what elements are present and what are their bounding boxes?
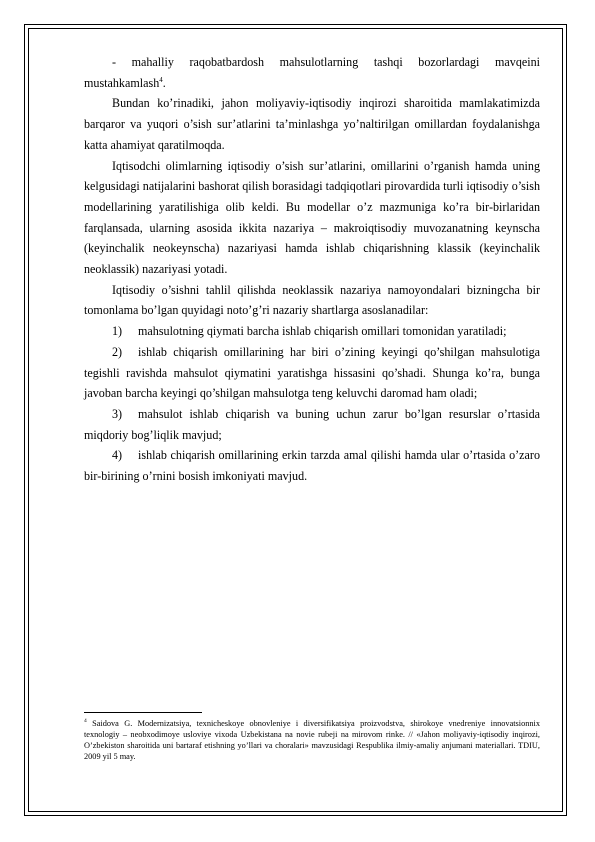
list-item-text: ishlab chiqarish omillarining har biri o’zining keyingi qo’shilgan mahsulotiga tegishli ravishda mahsulot qiymatini yaratishga hissasini qo’shadi. Shunga ko’ra, bunga javoban barcha keyingi qo’shilgan mahsulotga teng keluvchi daromad ham oladi; [84, 344, 540, 401]
list-number: 1) [112, 324, 123, 339]
paragraph-3: Iqtisodchi olimlarning iqtisodiy o’sish sur’atlarini, omillarini o’rganish hamda uning kelgusidagi natijalarini bashorat qilish borasidagi tadqiqotlari pirovardida turli iqtisodiy o’sish modellarining yaratilishiga olib keldi. Bu modellar o’z mazmuniga ko’ra bir-birlaridan farqlansada, ularning asosida ikkita nazariya – makroiqtisodiy muvozanatning keynscha (keyinchalik neokeynscha) nazariyasi hamda ishlab chiqarishning klassik (keyinchalik neoklassik) nazariyasi yotadi. [84, 158, 540, 277]
list-item-text: mahsulot ishlab chiqarish va buning uchun zarur bo’lgan resurslar o’rtasida miqdoriy bog’liqlik mavjud; [84, 406, 540, 442]
paragraph-2: Bundan ko’rinadiki, jahon moliyaviy-iqtisodiy inqirozi sharoitida mamlakatimizda barqaror va yuqori o’sish sur’atlarini ta’minlashga yo’naltirilgan omillardan foydalanishga katta ahamiyat qaratilmoqda. [84, 96, 540, 152]
footnote-mark: 4 [84, 718, 87, 724]
paragraph-1-end: . [162, 75, 166, 90]
paragraph-4: Iqtisodiy o’sishni tahlil qilishda neoklassik nazariya namoyondalari bizningcha bir tomonlama bo’lgan quyidagi noto’g’ri nazariy shartlarga asoslanadilar: [84, 282, 540, 318]
list-item-1 [84, 321, 540, 342]
list-item-text: mahsulotning qiymati barcha ishlab chiqarish omillari tomonidan yaratiladi; [138, 324, 507, 339]
footnote-text: Saidova G. Modernizatsiya, texnicheskoye obnovleniye i diversifikatsiya proizvodstva, shirokoye vnedreniye innovatsionnix texnologiy – neobxodimoye usloviye vixoda Uzbekistana na novie rubeji na mirovom rinke. // «Jahon moliyaviy-iqtisodiy inqirozi, O’zbekiston sharoitida uni bartaraf etishning yo’llari va choralari» mavzusidagi Respublika ilmiy-amaliy anjumani materiallari. TDIU, 2009 yil 5 may. [84, 718, 540, 761]
footnote [84, 716, 540, 762]
list-number: 2) [112, 344, 123, 359]
list-item-text: ishlab chiqarish omillarining erkin tarzda amal qilishi hamda ular o’rtasida o’zaro bir-birining o’rnini bosish imkoniyati mavjud. [84, 448, 540, 484]
list-number: 3) [112, 406, 123, 421]
document-body [84, 52, 540, 487]
paragraph-1 [84, 52, 540, 93]
list-item-4 [84, 445, 540, 486]
list-number: 4) [112, 448, 123, 463]
footnote-separator [84, 712, 202, 713]
footnote-ref: 4 [159, 75, 163, 84]
list-item-3 [84, 404, 540, 445]
list-item-2 [84, 342, 540, 404]
paragraph-1-text: - mahalliy raqobatbardosh mahsulotlarning tashqi bozorlardagi mavqeini mustahkamlash [84, 55, 540, 90]
